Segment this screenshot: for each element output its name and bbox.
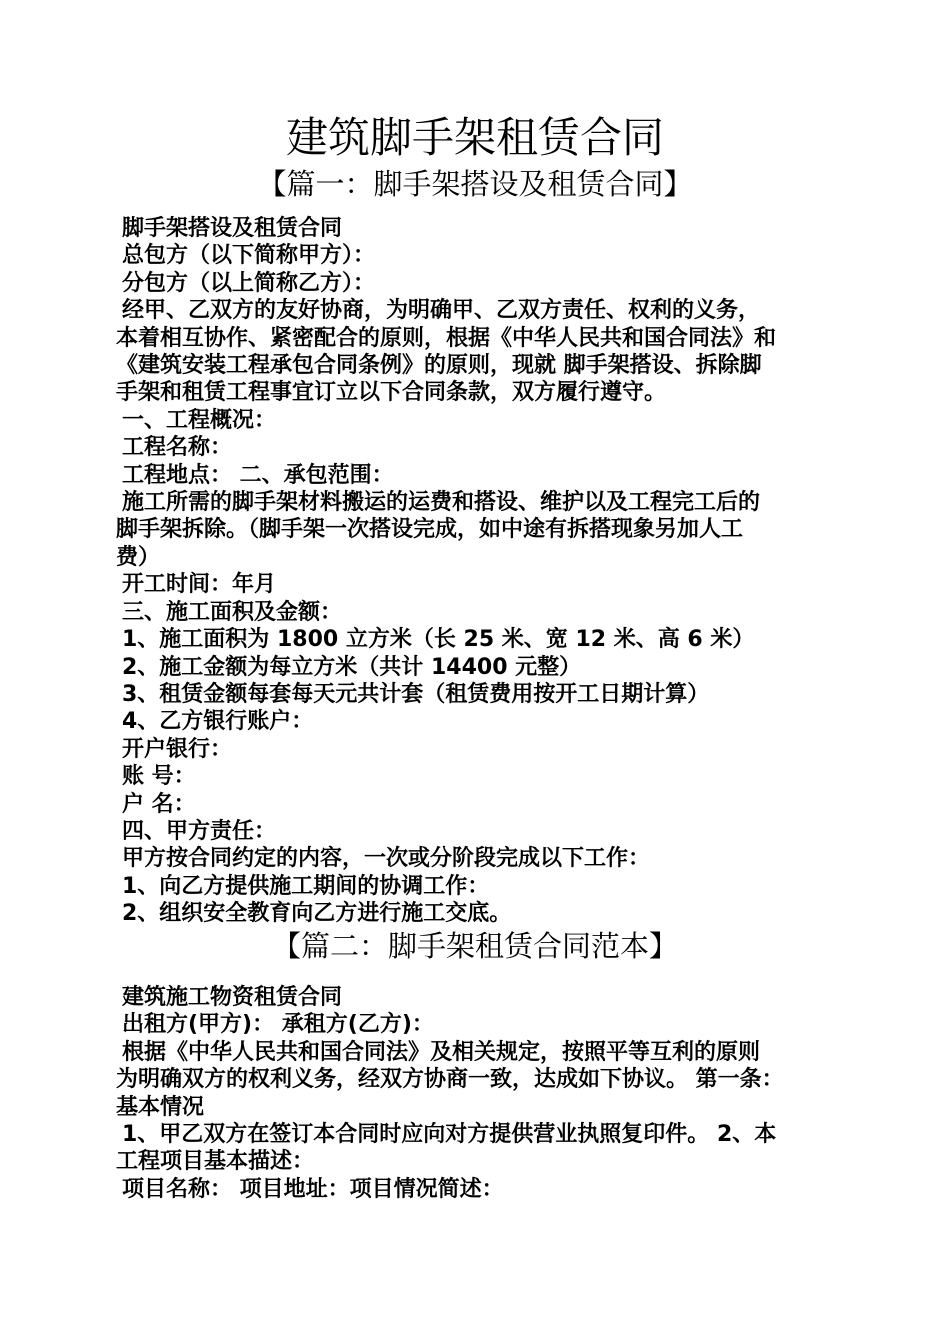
text-line: 工程地点： 二、承包范围： bbox=[122, 462, 394, 488]
text-line: 基本情况 bbox=[116, 1094, 205, 1120]
text-line: 项目名称： 项目地址：项目情况简述： bbox=[122, 1176, 504, 1202]
text-line: 1、向乙方提供施工期间的协调工作： bbox=[122, 873, 490, 899]
part1-body bbox=[116, 215, 836, 928]
text-line: 一、工程概况： bbox=[122, 407, 277, 433]
text-line: 出租方(甲方)： 承租方(乙方)： bbox=[122, 1012, 434, 1038]
text-line: 脚手架拆除。（脚手架一次搭设完成，如中途有拆搭现象另加人工 bbox=[116, 517, 744, 543]
text-line: 工程名称： bbox=[122, 435, 233, 461]
text-line: 四、甲方责任： bbox=[122, 818, 277, 844]
text-line: 户 名： bbox=[122, 791, 196, 817]
text-line: 账 号： bbox=[122, 764, 196, 790]
text-line: 经甲、乙双方的友好协商，为明确甲、乙双方责任、权利的义务， bbox=[122, 298, 761, 324]
text-line: 脚手架搭设及租赁合同 bbox=[122, 216, 343, 241]
text-line: 总包方（以下简称甲方）： bbox=[122, 243, 376, 269]
text-line: 开户银行： bbox=[122, 736, 233, 762]
text-line: 为明确双方的权利义务，经双方协商一致，达成如下协议。 第一条： bbox=[116, 1067, 784, 1093]
text-line: 甲方按合同约定的内容，一次或分阶段完成以下工作： bbox=[122, 846, 651, 872]
part1-heading: 【篇一：脚手架搭设及租赁合同】 bbox=[257, 167, 693, 201]
text-line: 工程项目基本描述： bbox=[116, 1149, 315, 1175]
text-line: 开工时间：年月 bbox=[122, 572, 277, 598]
part2-heading: 【篇二：脚手架租赁合同范本】 bbox=[271, 929, 678, 963]
text-line: 《建筑安装工程承包合同条例》的原则，现就 脚手架搭设、拆除脚 bbox=[116, 353, 762, 379]
text-line: 2、组织安全教育向乙方进行施工交底。 bbox=[122, 901, 512, 927]
part2-body bbox=[116, 984, 836, 1203]
text-line: 三、施工面积及金额： bbox=[122, 599, 343, 625]
text-line: 本着相互协作、紧密配合的原则，根据《中华人民共和国合同法》和 bbox=[116, 325, 777, 351]
document-title: 建筑脚手架租赁合同 bbox=[285, 113, 664, 162]
text-line: 1、施工面积为 1800 立方米（长 25 米、宽 12 米、高 6 米） bbox=[122, 627, 755, 653]
text-line: 费） bbox=[116, 544, 161, 570]
text-line: 4、乙方银行账户： bbox=[122, 709, 314, 735]
text-line: 手架和租赁工程事宜订立以下合同条款，双方履行遵守。 bbox=[116, 380, 667, 406]
text-line: 分包方（以上简称乙方）： bbox=[122, 270, 376, 296]
text-line: 1、甲乙双方在签订本合同时应向对方提供营业执照复印件。 2、本 bbox=[122, 1122, 777, 1148]
text-line: 根据《中华人民共和国合同法》及相关规定，按照平等互利的原则 bbox=[122, 1039, 761, 1065]
text-line: 建筑施工物资租赁合同 bbox=[122, 985, 343, 1010]
text-line: 3、租赁金额每套每天元共计套（租赁费用按开工日期计算） bbox=[122, 681, 710, 707]
text-line: 2、施工金额为每立方米（共计 14400 元整） bbox=[122, 654, 582, 680]
text-line: 施工所需的脚手架材料搬运的运费和搭设、维护以及工程完工后的 bbox=[122, 490, 761, 516]
